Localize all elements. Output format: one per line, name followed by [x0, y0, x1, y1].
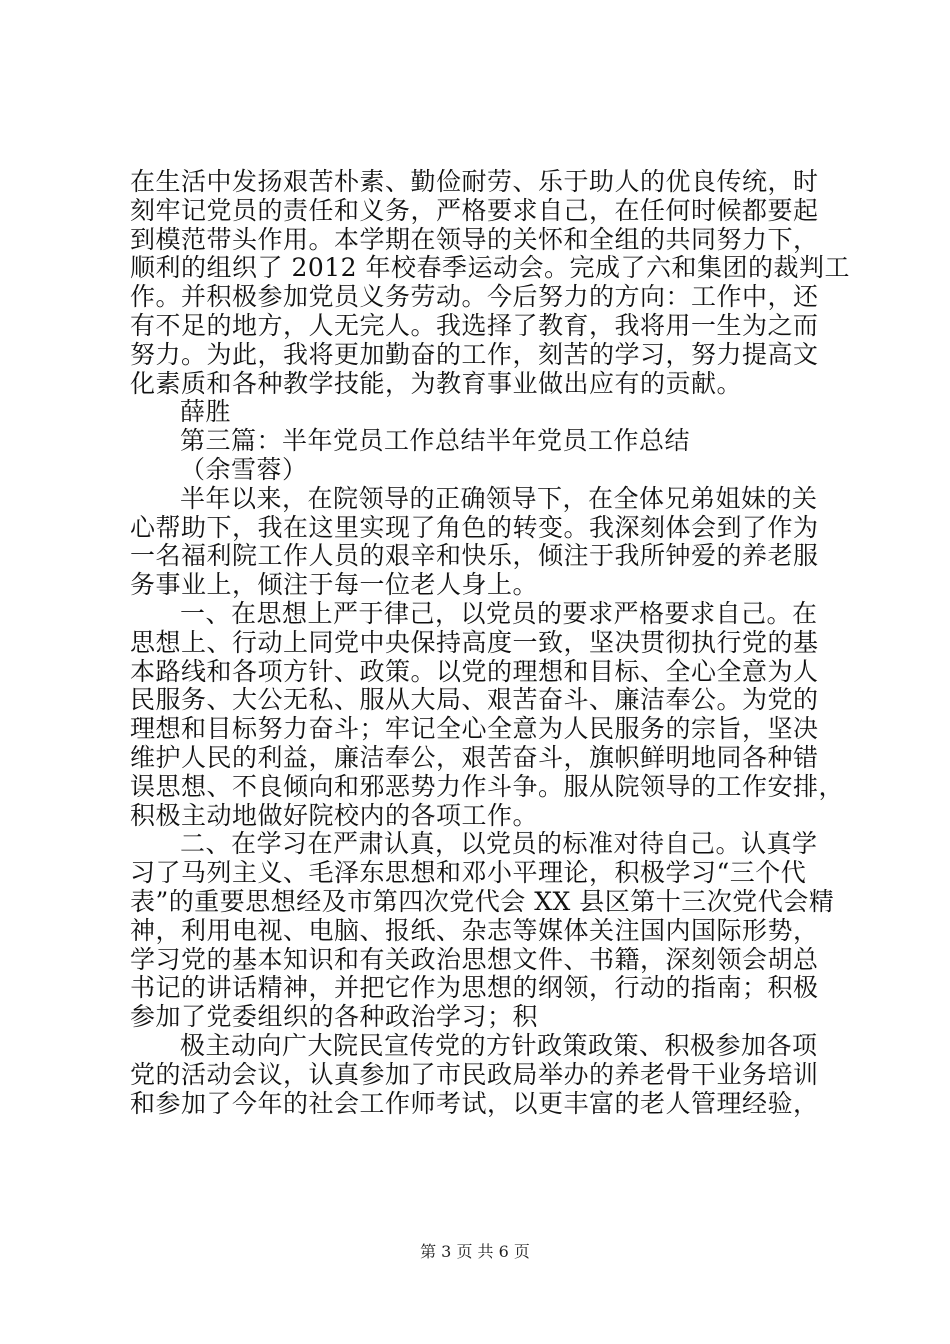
text-line: 努力。为此，我将更加勤奋的工作，刻苦的学习，努力提高文 — [130, 339, 819, 369]
text-line: 刻牢记党员的责任和义务，严格要求自己，在任何时候都要起 — [130, 195, 819, 225]
text-line: 在生活中发扬艰苦朴素、勤俭耐劳、乐于助人的优良传统，时 — [130, 167, 819, 196]
text-line: 化素质和各种教学技能，为教育事业做出应有的贡献。 — [130, 368, 743, 398]
text-line: 到模范带头作用。本学期在领导的关怀和全组的共同努力下， — [130, 224, 819, 254]
text-line: 误思想、不良倾向和邪恶势力作斗争。服从院领导的工作安排， — [130, 771, 845, 801]
text-line: 心帮助下，我在这里实现了角色的转变。我深刻体会到了作为 — [130, 512, 819, 542]
text-line: 二、在学习在严肃认真，以党员的标准对待自己。认真学 — [180, 829, 818, 859]
document-body — [130, 167, 851, 1118]
section-heading: 第三篇：半年党员工作总结半年党员工作总结 — [180, 426, 691, 456]
text-line: 学习党的基本知识和有关政治思想文件、书籍，深刻领会胡总 — [130, 944, 819, 974]
text-line: 务事业上，倾注于每一位老人身上。 — [130, 570, 539, 600]
text-line: 极主动向广大院民宣传党的方针政策政策、积极参加各项 — [180, 1030, 818, 1060]
text-line: 和参加了今年的社会工作师考试，以更丰富的老人管理经验， — [130, 1088, 819, 1118]
text-line: 党的活动会议，认真参加了市民政局举办的养老骨干业务培训 — [130, 1059, 819, 1089]
author-signature: 薛胜 — [180, 397, 232, 427]
text-line: 神，利用电视、电脑、报纸、杂志等媒体关注国内国际形势， — [130, 915, 819, 945]
section-author: （余雪蓉） — [180, 454, 308, 484]
text-line: 半年以来，在院领导的正确领导下，在全体兄弟姐妹的关 — [180, 483, 818, 513]
text-line: 习了马列主义、毛泽东思想和邓小平理论，积极学习“三个代 — [130, 858, 807, 888]
text-line: 民服务、大公无私、服从大局、艰苦奋斗、廉洁奉公。为党的 — [130, 685, 819, 715]
text-line: 有不足的地方，人无完人。我选择了教育，我将用一生为之而 — [130, 310, 819, 340]
text-line: 一、在思想上严于律己，以党员的要求严格要求自己。在 — [180, 598, 818, 628]
text-line: 一名福利院工作人员的艰辛和快乐，倾注于我所钟爱的养老服 — [130, 541, 819, 571]
text-line: 参加了党委组织的各种政治学习；积 — [130, 1002, 539, 1032]
text-line: 作。并积极参加党员义务劳动。今后努力的方向：工作中，还 — [130, 282, 819, 312]
text-line: 本路线和各项方针、政策。以党的理想和目标、全心全意为人 — [130, 656, 819, 686]
text-line: 顺利的组织了 2012 年校春季运动会。完成了六和集团的裁判工 — [130, 253, 851, 283]
text-line: 理想和目标努力奋斗；牢记全心全意为人民服务的宗旨，坚决 — [130, 714, 819, 744]
page-number-footer: 第 3 页 共 6 页 — [420, 1242, 530, 1261]
text-line: 思想上、行动上同党中央保持高度一致，坚决贯彻执行党的基 — [130, 627, 819, 657]
text-line: 书记的讲话精神，并把它作为思想的纲领，行动的指南；积极 — [130, 973, 819, 1003]
text-line: 积极主动地做好院校内的各项工作。 — [130, 800, 539, 830]
text-line: 维护人民的利益，廉洁奉公，艰苦奋斗，旗帜鲜明地同各种错 — [130, 742, 819, 772]
text-line: 表”的重要思想经及市第四次党代会 XX 县区第十三次党代会精 — [130, 886, 835, 916]
